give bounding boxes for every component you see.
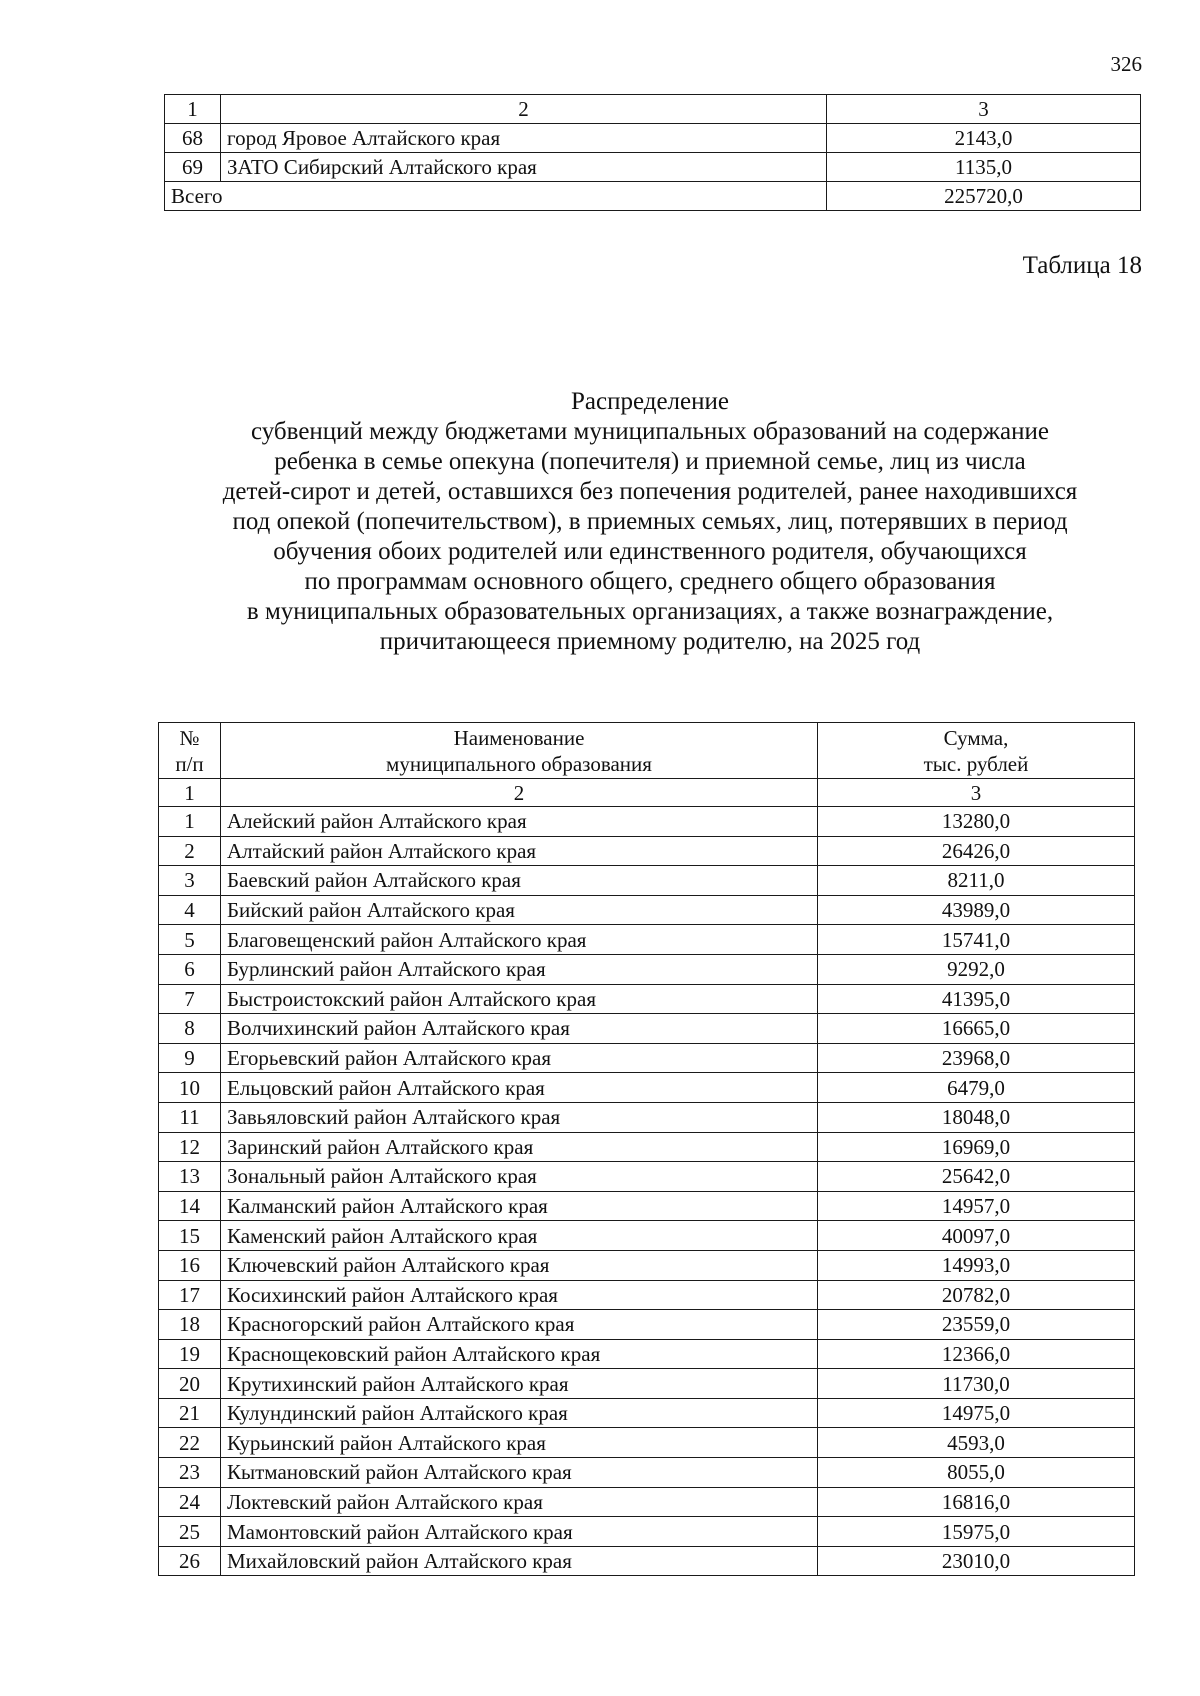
- municipality-name: Калманский район Алтайского края: [221, 1191, 818, 1221]
- table-row: [159, 954, 1135, 984]
- header-name: [221, 723, 818, 779]
- title-line: под опекой (попечительством), в приемных семьях, лиц, потерявших в период: [232, 508, 1068, 535]
- municipality-name: Быстроистокский район Алтайского края: [221, 984, 818, 1014]
- row-sum: 9292,0: [818, 954, 1135, 984]
- municipality-name: Кытмановский район Алтайского края: [221, 1458, 818, 1488]
- municipality-name: ЗАТО Сибирский Алтайского края: [221, 153, 827, 182]
- row-number: 20: [159, 1369, 221, 1399]
- municipality-name: Михайловский район Алтайского края: [221, 1546, 818, 1576]
- row-sum: 16816,0: [818, 1487, 1135, 1517]
- column-number-cell: 3: [818, 779, 1135, 807]
- row-sum: 43989,0: [818, 895, 1135, 925]
- table-row: [159, 1339, 1135, 1369]
- municipality-name: Заринский район Алтайского края: [221, 1132, 818, 1162]
- row-sum: 12366,0: [818, 1339, 1135, 1369]
- column-number-cell: 1: [159, 779, 221, 807]
- row-sum: 4593,0: [818, 1428, 1135, 1458]
- header-sum-line: Сумма,: [943, 725, 1009, 750]
- row-number: 68: [165, 124, 221, 153]
- row-number: 18: [159, 1310, 221, 1340]
- table-caption: Таблица 18: [1022, 252, 1142, 279]
- row-number: 15: [159, 1221, 221, 1251]
- column-number-row: [159, 779, 1135, 807]
- table-row: [159, 1191, 1135, 1221]
- row-number: 17: [159, 1280, 221, 1310]
- column-number-cell: 3: [827, 95, 1141, 124]
- row-sum: 41395,0: [818, 984, 1135, 1014]
- row-number: 3: [159, 866, 221, 896]
- municipality-name: Каменский район Алтайского края: [221, 1221, 818, 1251]
- row-sum: 23968,0: [818, 1043, 1135, 1073]
- table-row: [159, 1280, 1135, 1310]
- row-sum: 15741,0: [818, 925, 1135, 955]
- table-row: [159, 1250, 1135, 1280]
- municipality-name: Локтевский район Алтайского края: [221, 1487, 818, 1517]
- row-number: 25: [159, 1517, 221, 1547]
- row-sum: 15975,0: [818, 1517, 1135, 1547]
- table-row: [159, 1073, 1135, 1103]
- table-row: [159, 895, 1135, 925]
- header-name-line: Наименование: [453, 725, 585, 750]
- title-line: Распределение: [571, 388, 729, 415]
- municipality-name: Бийский район Алтайского края: [221, 895, 818, 925]
- header-number-line: п/п: [175, 751, 204, 776]
- total-sum: 225720,0: [827, 182, 1141, 211]
- continuation-table-body: [165, 95, 1141, 211]
- table-row: [159, 1162, 1135, 1192]
- distribution-table-body: [159, 807, 1135, 1576]
- municipality-name: Краснощековский район Алтайского края: [221, 1339, 818, 1369]
- table-row: [159, 1369, 1135, 1399]
- total-row: [165, 182, 1141, 211]
- row-sum: 25642,0: [818, 1162, 1135, 1192]
- row-number: 11: [159, 1102, 221, 1132]
- table-row: [159, 1458, 1135, 1488]
- header-name-line: муниципального образования: [386, 751, 652, 776]
- row-sum: 23010,0: [818, 1546, 1135, 1576]
- table-row: [159, 925, 1135, 955]
- title-line: субвенций между бюджетами муниципальных образований на содержание: [251, 418, 1049, 445]
- table-row: [159, 1487, 1135, 1517]
- header-sum-line: тыс. рублей: [923, 751, 1029, 776]
- table-row: [159, 1517, 1135, 1547]
- municipality-name: Алейский район Алтайского края: [221, 807, 818, 837]
- row-number: 13: [159, 1162, 221, 1192]
- title-line: обучения обоих родителей или единственного родителя, обучающихся: [273, 538, 1027, 565]
- municipality-name: Красногорский район Алтайского края: [221, 1310, 818, 1340]
- row-sum: 14957,0: [818, 1191, 1135, 1221]
- page-number: 326: [1110, 52, 1142, 76]
- column-number-cell: 1: [165, 95, 221, 124]
- table-row: [159, 1310, 1135, 1340]
- continuation-table: [164, 94, 1141, 211]
- header-sum: [818, 723, 1135, 779]
- table-row: [159, 1043, 1135, 1073]
- table-row: [159, 836, 1135, 866]
- row-number: 2: [159, 836, 221, 866]
- row-sum: 8055,0: [818, 1458, 1135, 1488]
- row-number: 10: [159, 1073, 221, 1103]
- table-row: [159, 1132, 1135, 1162]
- title-line: детей-сирот и детей, оставшихся без попечения родителей, ранее находившихся: [222, 478, 1078, 505]
- row-sum: 14993,0: [818, 1250, 1135, 1280]
- row-number: 12: [159, 1132, 221, 1162]
- row-sum: 20782,0: [818, 1280, 1135, 1310]
- column-number-cell: 2: [221, 779, 818, 807]
- column-number-cell: 2: [221, 95, 827, 124]
- row-number: 26: [159, 1546, 221, 1576]
- row-sum: 16665,0: [818, 1014, 1135, 1044]
- municipality-name: Крутихинский район Алтайского края: [221, 1369, 818, 1399]
- table-row: [165, 124, 1141, 153]
- row-number: 24: [159, 1487, 221, 1517]
- row-sum: 2143,0: [827, 124, 1141, 153]
- title-line: ребенка в семье опекуна (попечителя) и приемной семье, лиц из числа: [274, 448, 1026, 475]
- municipality-name: Кулундинский район Алтайского края: [221, 1398, 818, 1428]
- row-number: 8: [159, 1014, 221, 1044]
- row-number: 23: [159, 1458, 221, 1488]
- table-row: [159, 1428, 1135, 1458]
- table-row: [159, 1398, 1135, 1428]
- document-title: [140, 387, 1160, 657]
- table-row: [159, 1546, 1135, 1576]
- row-sum: 6479,0: [818, 1073, 1135, 1103]
- title-line: в муниципальных образовательных организациях, а также вознаграждение,: [246, 598, 1054, 625]
- title-line: по программам основного общего, среднего общего образования: [304, 568, 996, 595]
- row-sum: 40097,0: [818, 1221, 1135, 1251]
- municipality-name: Егорьевский район Алтайского края: [221, 1043, 818, 1073]
- row-sum: 26426,0: [818, 836, 1135, 866]
- row-number: 4: [159, 895, 221, 925]
- table-row: [159, 1102, 1135, 1132]
- total-label: Всего: [165, 182, 827, 211]
- municipality-name: Курьинский район Алтайского края: [221, 1428, 818, 1458]
- row-number: 16: [159, 1250, 221, 1280]
- table-row: [159, 1221, 1135, 1251]
- row-number: 6: [159, 954, 221, 984]
- row-number: 7: [159, 984, 221, 1014]
- row-number: 5: [159, 925, 221, 955]
- municipality-name: Косихинский район Алтайского края: [221, 1280, 818, 1310]
- municipality-name: город Яровое Алтайского края: [221, 124, 827, 153]
- row-number: 19: [159, 1339, 221, 1369]
- row-sum: 13280,0: [818, 807, 1135, 837]
- table-row: [165, 153, 1141, 182]
- table-header-row: [159, 723, 1135, 779]
- row-number: 14: [159, 1191, 221, 1221]
- row-number: 21: [159, 1398, 221, 1428]
- row-number: 69: [165, 153, 221, 182]
- municipality-name: Зональный район Алтайского края: [221, 1162, 818, 1192]
- row-sum: 11730,0: [818, 1369, 1135, 1399]
- municipality-name: Волчихинский район Алтайского края: [221, 1014, 818, 1044]
- municipality-name: Мамонтовский район Алтайского края: [221, 1517, 818, 1547]
- row-number: 9: [159, 1043, 221, 1073]
- header-number-line: №: [179, 725, 200, 750]
- row-number: 22: [159, 1428, 221, 1458]
- row-sum: 14975,0: [818, 1398, 1135, 1428]
- municipality-name: Ельцовский район Алтайского края: [221, 1073, 818, 1103]
- municipality-name: Алтайский район Алтайского края: [221, 836, 818, 866]
- municipality-name: Благовещенский район Алтайского края: [221, 925, 818, 955]
- table-row: [159, 807, 1135, 837]
- distribution-table: [158, 722, 1135, 1576]
- municipality-name: Баевский район Алтайского края: [221, 866, 818, 896]
- table-row: [159, 866, 1135, 896]
- row-sum: 16969,0: [818, 1132, 1135, 1162]
- municipality-name: Бурлинский район Алтайского края: [221, 954, 818, 984]
- row-sum: 18048,0: [818, 1102, 1135, 1132]
- municipality-name: Ключевский район Алтайского края: [221, 1250, 818, 1280]
- row-sum: 8211,0: [818, 866, 1135, 896]
- title-line: причитающееся приемному родителю, на 2025 год: [379, 628, 921, 655]
- municipality-name: Завьяловский район Алтайского края: [221, 1102, 818, 1132]
- column-number-row: [165, 95, 1141, 124]
- row-sum: 1135,0: [827, 153, 1141, 182]
- row-sum: 23559,0: [818, 1310, 1135, 1340]
- row-number: 1: [159, 807, 221, 837]
- table-row: [159, 984, 1135, 1014]
- table-row: [159, 1014, 1135, 1044]
- header-number: [159, 723, 221, 779]
